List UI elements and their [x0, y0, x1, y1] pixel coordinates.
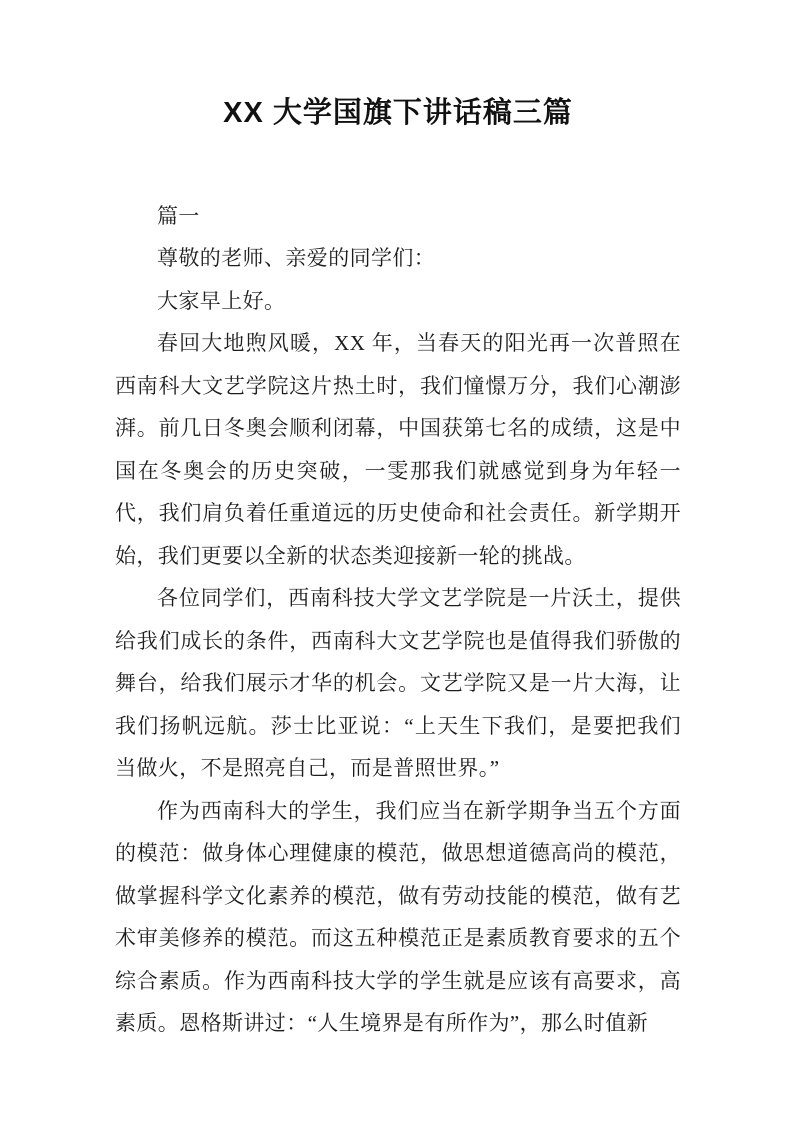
paragraph: 大家早上好。	[157, 288, 286, 313]
document-title: XX 大学国旗下讲话稿三篇	[223, 97, 573, 129]
document-body	[115, 195, 681, 1045]
paragraph: 尊敬的老师、亲爱的同学们：	[157, 246, 436, 271]
paragraph: 作为西南科大的学生，我们应当在新学期争当五个方面的模范：做身体心理健康的模范，做思想道德高尚的模范，做掌握科学文化素养的模范，做有劳动技能的模范，做有艺术审美修养的模范。而这五种模范正是素质教育要求的五个综合素质。作为西南科技大学的学生就是应该有高要求，高素质。恩格斯讲过：“人生境界是有所作为”，那么时值新	[115, 798, 681, 1036]
paragraph: 春回大地煦风暖，XX 年，当春天的阳光再一次普照在西南科大文艺学院这片热土时，我们憧憬万分，我们心潮澎湃。前几日冬奥会顺利闭幕，中国获第七名的成绩，这是中国在冬奥会的历史突破，一雯那我们就感觉到身为年轻一代，我们肩负着任重道远的历史使命和社会责任。新学期开始，我们更要以全新的状态类迎接新一轮的挑战。	[115, 331, 681, 568]
paragraph: 各位同学们，西南科技大学文艺学院是一片沃土，提供给我们成长的条件，西南科大文艺学院也是值得我们骄傲的舞台，给我们展示才华的机会。文艺学院又是一片大海，让我们扬帆远航。莎士比亚说：“上天生下我们，是要把我们当做火，不是照亮自己，而是普照世界。”	[115, 586, 681, 781]
paragraph: 篇一	[157, 203, 200, 228]
